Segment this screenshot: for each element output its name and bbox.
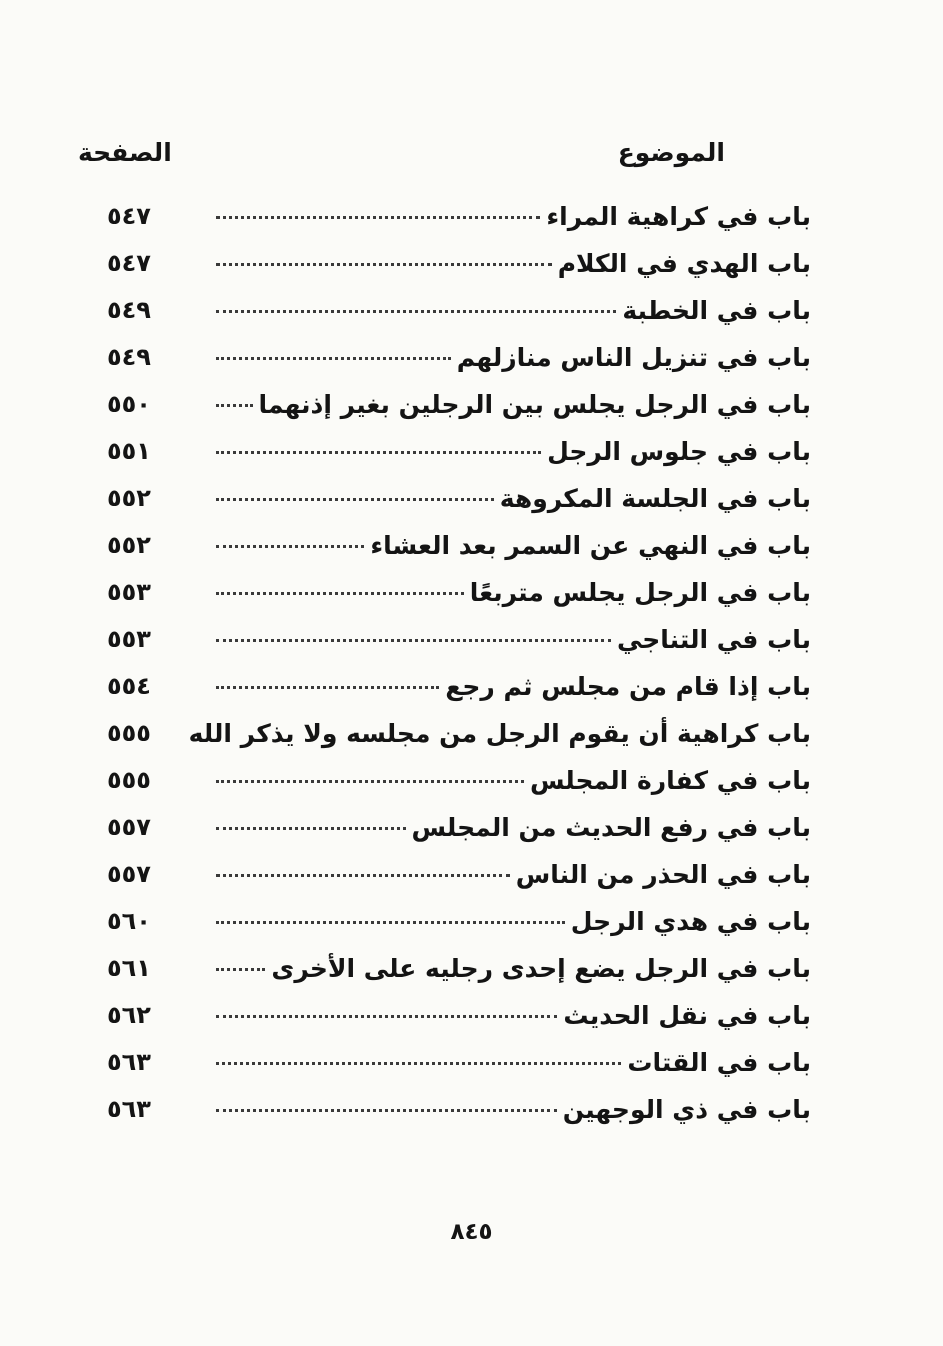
toc-entry-page-number: ٥٥٥ <box>107 719 151 747</box>
toc-entry <box>0 807 943 854</box>
toc-entry-title: باب في الخطبة <box>622 296 811 325</box>
dot-leader <box>216 827 406 830</box>
toc-entry-title: باب إذا قام من مجلس ثم رجع <box>445 672 811 701</box>
dot-leader <box>216 968 265 971</box>
toc-entry-title: باب في الحذر من الناس <box>515 860 811 889</box>
dot-leader <box>216 592 464 595</box>
dot-leader <box>216 357 451 360</box>
toc-entry-page-number: ٥٤٧ <box>107 249 151 277</box>
toc-entry-title-line <box>216 907 811 936</box>
dot-leader <box>216 310 616 313</box>
toc-entry-page-number: ٥٥٧ <box>107 860 151 888</box>
table-header <box>0 138 943 178</box>
toc-entry-page-number: ٥٦٠ <box>107 907 151 935</box>
toc-entry-page-number: ٥٤٩ <box>107 343 151 371</box>
toc-entry-title-line <box>216 437 811 466</box>
table-of-contents <box>0 196 943 1136</box>
toc-entry <box>0 525 943 572</box>
toc-entry <box>0 713 943 760</box>
toc-entry-title: باب في التناجي <box>616 625 811 654</box>
toc-entry-page-number: ٥٦٢ <box>107 1001 151 1029</box>
dot-leader <box>216 216 540 219</box>
toc-entry-title-line <box>216 202 811 231</box>
toc-entry-page-number: ٥٥٠ <box>107 390 151 418</box>
toc-entry-title: باب كراهية أن يقوم الرجل من مجلسه ولا يذكر الله <box>188 719 811 748</box>
toc-entry <box>0 384 943 431</box>
page-number: ٨٤٥ <box>450 1219 493 1245</box>
dot-leader <box>216 263 552 266</box>
toc-entry-title: باب في ذي الوجهين <box>562 1095 811 1124</box>
toc-entry <box>0 1089 943 1136</box>
toc-entry <box>0 760 943 807</box>
dot-leader <box>216 498 494 501</box>
dot-leader <box>216 780 524 783</box>
toc-entry-page-number: ٥٥٣ <box>107 578 151 606</box>
toc-entry-title-line <box>216 390 811 419</box>
dot-leader <box>216 874 510 877</box>
toc-entry <box>0 901 943 948</box>
toc-entry-title-line <box>188 719 811 748</box>
toc-entry-page-number: ٥٥٤ <box>107 672 151 700</box>
toc-entry <box>0 995 943 1042</box>
dot-leader <box>216 1015 557 1018</box>
dot-leader <box>216 1109 557 1112</box>
dot-leader <box>216 639 611 642</box>
toc-entry-title: باب الهدي في الكلام <box>557 249 811 278</box>
toc-entry-page-number: ٥٥١ <box>107 437 151 465</box>
toc-entry-title-line <box>216 625 811 654</box>
topic-column-heading: الموضوع <box>617 138 725 167</box>
toc-entry-title-line <box>216 813 811 842</box>
toc-entry <box>0 854 943 901</box>
toc-entry-title-line <box>216 860 811 889</box>
toc-entry-page-number: ٥٦٣ <box>107 1048 151 1076</box>
toc-entry-title-line <box>216 484 811 513</box>
toc-entry-title: باب في الرجل يجلس بين الرجلين بغير إذنهما <box>258 390 811 419</box>
toc-entry-page-number: ٥٥٧ <box>107 813 151 841</box>
toc-entry <box>0 243 943 290</box>
toc-entry-page-number: ٥٥٢ <box>107 531 151 559</box>
toc-entry-title: باب في الرجل يجلس متربعًا <box>469 578 811 607</box>
dot-leader <box>216 921 565 924</box>
dot-leader <box>216 1062 621 1065</box>
toc-entry-title: باب في هدي الرجل <box>570 907 811 936</box>
toc-entry-title-line <box>216 766 811 795</box>
dot-leader <box>216 686 439 689</box>
toc-entry-title: باب في الجلسة المكروهة <box>499 484 811 513</box>
toc-entry-title-line <box>216 672 811 701</box>
toc-entry <box>0 666 943 713</box>
toc-entry-page-number: ٥٥٥ <box>107 766 151 794</box>
toc-entry <box>0 1042 943 1089</box>
toc-entry-title-line <box>216 578 811 607</box>
toc-entry-title: باب في كفارة المجلس <box>529 766 811 795</box>
toc-entry-title-line <box>216 1001 811 1030</box>
toc-entry-title: باب في كراهية المراء <box>546 202 811 231</box>
toc-entry-title-line <box>216 296 811 325</box>
toc-entry-title: باب في الرجل يضع إحدى رجليه على الأخرى <box>271 954 811 983</box>
toc-entry-title: باب في النهي عن السمر بعد العشاء <box>370 531 811 560</box>
toc-entry-title-line <box>216 1048 811 1077</box>
toc-entry-title-line <box>216 954 811 983</box>
toc-entry-title: باب في نقل الحديث <box>563 1001 811 1030</box>
toc-entry <box>0 948 943 995</box>
toc-entry <box>0 290 943 337</box>
toc-entry-title-line <box>216 1095 811 1124</box>
toc-entry-page-number: ٥٥٢ <box>107 484 151 512</box>
toc-entry-page-number: ٥٥٣ <box>107 625 151 653</box>
toc-entry-title: باب في جلوس الرجل <box>547 437 811 466</box>
toc-entry-page-number: ٥٤٩ <box>107 296 151 324</box>
dot-leader <box>216 404 253 407</box>
dot-leader <box>216 545 364 548</box>
toc-entry-title: باب في تنزيل الناس منازلهم <box>456 343 811 372</box>
toc-entry-page-number: ٥٦٣ <box>107 1095 151 1123</box>
toc-entry <box>0 337 943 384</box>
toc-entry <box>0 619 943 666</box>
toc-entry-title: باب في القتات <box>627 1048 811 1077</box>
dot-leader <box>216 451 541 454</box>
toc-entry <box>0 572 943 619</box>
toc-entry-title-line <box>216 249 811 278</box>
toc-entry <box>0 196 943 243</box>
page-column-heading: الصفحة <box>78 138 172 167</box>
toc-entry-title-line <box>216 531 811 560</box>
toc-entry <box>0 478 943 525</box>
toc-entry-page-number: ٥٤٧ <box>107 202 151 230</box>
toc-entry-title-line <box>216 343 811 372</box>
toc-entry-page-number: ٥٦١ <box>107 954 151 982</box>
toc-entry <box>0 431 943 478</box>
toc-entry-title: باب في رفع الحديث من المجلس <box>411 813 811 842</box>
